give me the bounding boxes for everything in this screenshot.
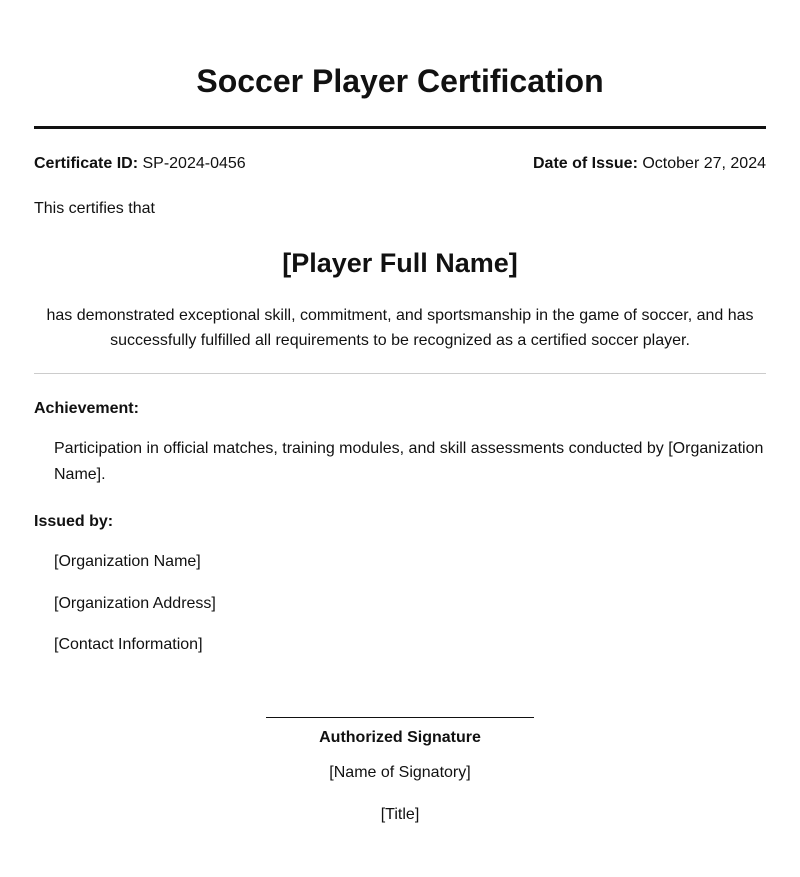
player-name: [Player Full Name] [282,248,518,278]
certification-statement: has demonstrated exceptional skill, commitment, and sportsmanship in the game of soccer, and has successfully fulfilled all requirements to be recognized as a certified soccer player. [46,307,754,349]
signatory-name: [Name of Signatory] [329,764,471,781]
signature-line [266,717,534,718]
title-divider [34,126,766,129]
organization-name: [Organization Name] [54,553,201,570]
achievement-text: Participation in official matches, training modules, and skill assessments conducted by [Organization Name]. [54,440,764,483]
contact-information: [Contact Information] [54,636,203,653]
certificate-id-value: SP-2024-0456 [142,155,246,172]
signature-label: Authorized Signature [319,729,481,746]
certificate-id [34,154,246,174]
issued-by-label: Issued by: [34,513,114,530]
certificate-id-label: Certificate ID: [34,155,139,172]
organization-address: [Organization Address] [54,595,216,612]
achievement-label: Achievement: [34,400,139,417]
date-of-issue-label: Date of Issue: [532,155,638,172]
signatory-title: [Title] [380,806,420,823]
certificate-meta-row [34,154,766,174]
date-of-issue-value: October 27, 2024 [642,155,766,172]
section-divider [34,373,766,374]
date-of-issue [533,154,766,174]
intro-text: This certifies that [34,200,155,217]
page-title: Soccer Player Certification [196,63,604,99]
